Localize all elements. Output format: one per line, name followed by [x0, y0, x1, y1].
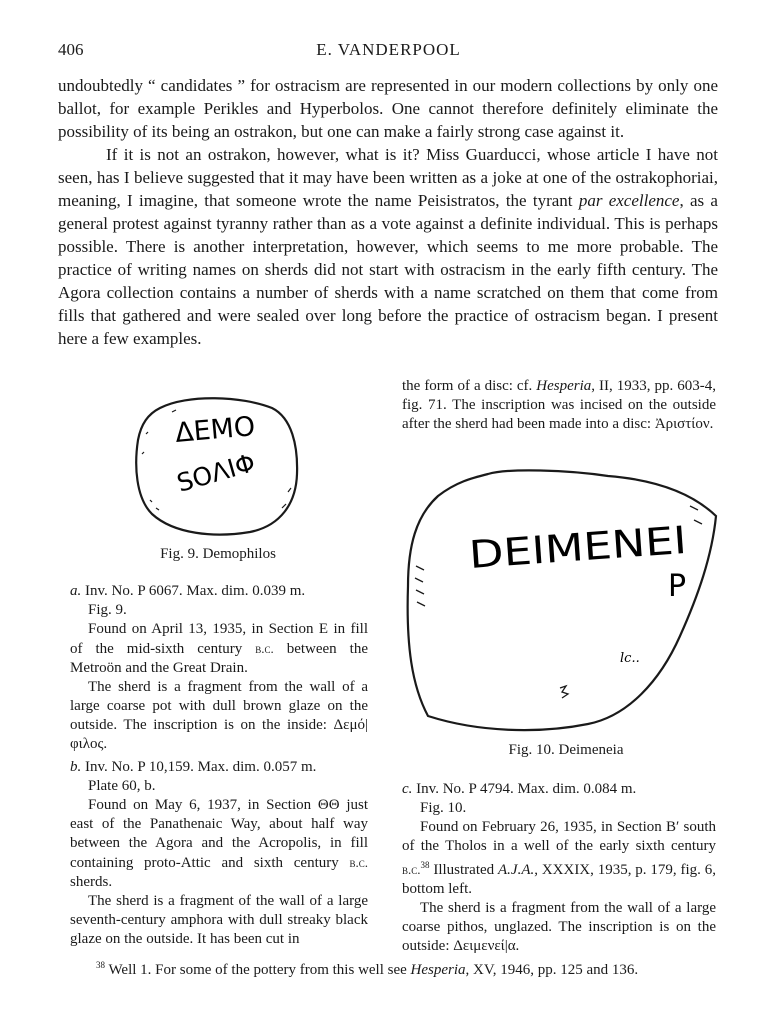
- right-column-top: [402, 377, 716, 434]
- emphasis: par excellence: [578, 191, 680, 210]
- catalogue-left-column: [70, 582, 368, 949]
- greek-inscription: Δεμό|φιλος.: [70, 717, 368, 752]
- figure-caption: Fig. 10. Deimeneia: [508, 742, 624, 758]
- page-header: [58, 40, 719, 64]
- greek-inscription: Δειμενεί|α.: [453, 938, 520, 954]
- intro-text: [58, 74, 718, 350]
- figure-caption: Fig. 9. Demophilos: [160, 546, 276, 562]
- sherd-mark: lc..: [620, 651, 640, 666]
- entry-b-continuation: the form of a disc: cf. Hesperia, II, 1933, pp. 603-4, fig. 71. The inscription was incised on the outside after the sherd had been made into a disc: Ἀριστίον.: [402, 378, 716, 432]
- entry-b-inventory: b. Inv. No. P 10,159. Max. dim. 0.057 m.: [70, 759, 317, 775]
- sherd-inscription: P: [668, 569, 687, 604]
- entry-c-figure-ref: Fig. 10.: [420, 800, 467, 816]
- entry-b-plate-ref: Plate 60, b.: [88, 778, 156, 794]
- entry-b-description: The sherd is a fragment of the wall of a large seventh-century amphora with dull streaky black glaze on the outside. It has been cut in: [70, 893, 368, 947]
- page-number: 406: [58, 40, 84, 59]
- footnote-ref[interactable]: 38: [420, 860, 430, 870]
- sherd-inscription: SOΛIΦ: [173, 447, 259, 498]
- entry-b-findspot: Found on May 6, 1937, in Section ΘΘ just east of the Panathenaic Way, about half way between the Agora and the Acropolis, in fill containing proto-Attic and sixth century b.c. sherds.: [70, 797, 368, 890]
- sherd-figure-9: [132, 396, 302, 536]
- entry-a-description: The sherd is a fragment from the wall of a large coarse pot with dull brown glaze on the outside. The inscription is on the inside: Δεμό|φιλος.: [70, 679, 368, 752]
- entry-c-description: The sherd is a fragment from the wall of a large coarse pithos, unglazed. The inscription is on the outside: Δειμενεί|α.: [402, 900, 716, 954]
- entry-c-findspot: Found on February 26, 1935, in Section B′ south of the Tholos in a well of the early sixth century b.c.$^{38}$ Illustrated A.J.A., XXXIX, 1935, p. 179, fig. 6, bottom left.: [402, 819, 716, 897]
- entry-a-inventory: a. Inv. No. P 6067. Max. dim. 0.039 m.: [70, 583, 306, 599]
- greek-inscription: Ἀριστίον.: [654, 416, 714, 432]
- footnote: $^{38}$ Well 1. For some of the pottery from this well see Hesperia, XV, 1946, pp. 125 and 136.: [96, 960, 639, 978]
- entry-c-inventory: c. Inv. No. P 4794. Max. dim. 0.084 m.: [402, 781, 637, 797]
- running-head: E. VANDERPOOL: [316, 40, 461, 59]
- sherd-scratch: [560, 686, 568, 698]
- paragraph: If it is not an ostrakon, however, what is it? Miss Guarducci, whose article I have not seen, has I believe suggested that it may have been written as a joke at one of the ostrakophoriai, meaning, I imagine, that someone wrote the name Peisistratos, the tyrant par excellence, as a general protest against tyranny rather than as a vote against a definite individual. This is perhaps possible. There is another interpretation, however, which seems to me more probable. The practice of writing names on sherds did not start with ostracism in the early fifth century. The Agora collection contains a number of sherds with a name scratched on them that come from fills that gathered and were sealed over long before the practice of ostracism began. I present here a few examples.: [58, 145, 718, 348]
- entry-a-figure-ref: Fig. 9.: [88, 602, 127, 618]
- entry-a-findspot: Found on April 13, 1935, in Section E in fill of the mid-sixth century b.c. between the Metroön and the Great Drain.: [70, 621, 368, 676]
- paragraph: undoubtedly “ candidates ” for ostracism are represented in our modern collections by only one ballot, for example Perikles and Hyperbolos. One cannot therefore definitely eliminate the possibility of its being an ostrakon, but one can make a fairly strong case against it.: [58, 76, 718, 141]
- sherd-inscription: ΔΕΜΟ: [173, 411, 257, 449]
- sherd-figure-10: [398, 466, 724, 736]
- catalogue-right-column: [402, 780, 716, 956]
- sherd-inscription: DEIMENEI: [467, 520, 656, 577]
